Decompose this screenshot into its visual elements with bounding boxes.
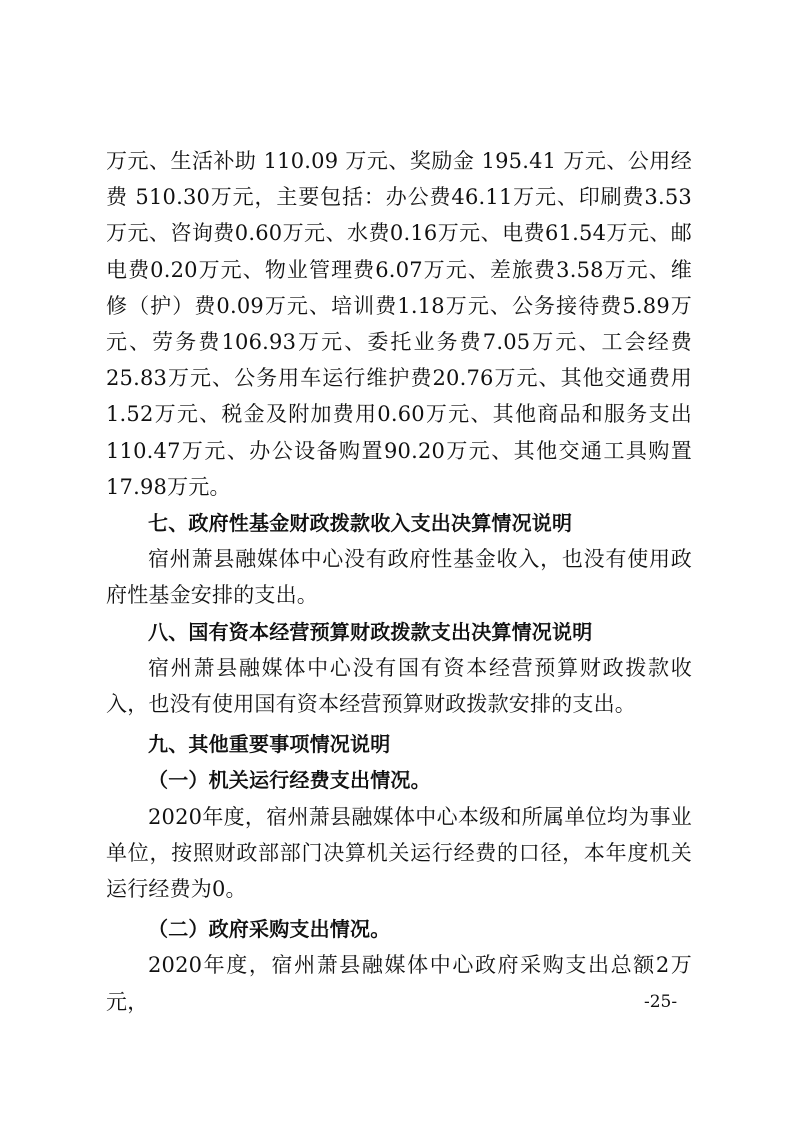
heading-section-9: 九、其他重要事项情况说明 bbox=[148, 732, 391, 757]
heading-section-7: 七、政府性基金财政拨款收入支出决算情况说明 bbox=[148, 511, 573, 536]
heading-section-8: 八、国有资本经营预算财政拨款支出决算情况说明 bbox=[148, 619, 593, 644]
heading-subsection-2: （二）政府采购支出情况。 bbox=[148, 917, 391, 942]
paragraph-subsection-2: 2020年度，宿州萧县融媒体中心政府采购支出总额2万元， bbox=[106, 953, 692, 1014]
heading-subsection-1: （一）机关运行经费支出情况。 bbox=[148, 768, 431, 793]
paragraph-subsection-1: 2020年度，宿州萧县融媒体中心本级和所属单位均为事业单位，按照财政部部门决算机关运行经费的口径，本年度机关运行经费为0。 bbox=[106, 804, 692, 902]
paragraph-expenses: 万元、生活补助 110.09 万元、奖励金 195.41 万元、公用经费 510.30万元，主要包括：办公费46.11万元、印刷费3.53万元、咨询费0.60万元、水费0.16万元、电费61.54万元、邮电费0.20万元、物业管理费6.07万元、差旅费3.58万元、维修（护）费0.09万元、培训费1.18万元、公务接待费5.89万元、劳务费106.93万元、委托业务费7.05万元、工会经费25.83万元、公务用车运行维护费20.76万元、其他交通费用1.52万元、税金及附加费用0.60万元、其他商品和服务支出110.47万元、办公设备购置90.20万元、其他交通工具购置17.98万元。 bbox=[106, 149, 692, 499]
page-number: -25- bbox=[644, 992, 678, 1012]
document-body bbox=[106, 143, 692, 1020]
paragraph-section-8: 宿州萧县融媒体中心没有国有资本经营预算财政拨款收入，也没有使用国有资本经营预算财政拨款安排的支出。 bbox=[106, 655, 692, 717]
paragraph-section-7: 宿州萧县融媒体中心没有政府性基金收入，也没有使用政府性基金安排的支出。 bbox=[106, 547, 692, 608]
